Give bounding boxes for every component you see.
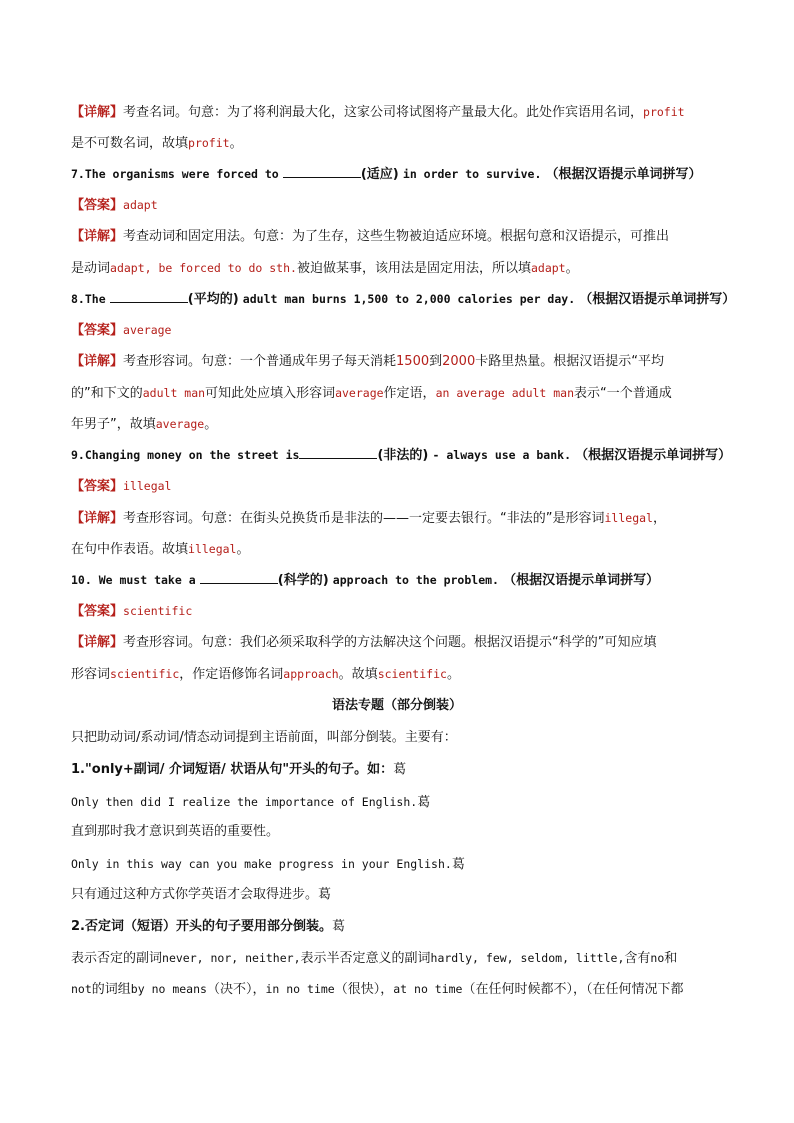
example-1-cn: 直到那时我才意识到英语的重要性。: [71, 824, 280, 839]
item9-detail-line2: [71, 539, 734, 560]
question-text: 8.The: [71, 292, 106, 306]
question-text: 9.Changing money on the street is: [71, 448, 300, 462]
punct: 。: [446, 667, 460, 682]
keyword: in no time: [265, 982, 335, 996]
detail-text: 考查形容词。句意：我们必须采取科学的方法解决这个问题。根据汉语提示“科学的”可知应填: [123, 635, 657, 650]
grammar-point-2-line2: [71, 979, 734, 1000]
answer-word: profit: [643, 105, 685, 119]
answer-word: illegal: [188, 542, 237, 556]
explanation: 和: [664, 951, 678, 966]
keyword: by no means: [130, 982, 207, 996]
answer-word: scientific: [110, 667, 180, 681]
item8-detail-line1: [71, 352, 734, 372]
keyword: at no time: [393, 982, 463, 996]
item7-detail-line2: [71, 258, 734, 279]
detail-text: 考查形容词。句意：一个普通成年男子每天消耗: [123, 354, 397, 369]
example-1-en: [71, 792, 734, 813]
stray-mark: 葛: [331, 919, 345, 934]
detail-text: 考查形容词。句意：在街头兑换货币是非法的——一定要去银行。“非法的”是形容词: [123, 511, 605, 526]
answer-word: an average adult man: [435, 386, 575, 400]
answer-blank: [299, 446, 377, 459]
detail-text: 考查动词和固定用法。句意：为了生存，这些生物被迫适应环境。根据句意和汉语提示，可推出: [123, 229, 670, 244]
answer-word: illegal: [604, 511, 653, 525]
explanation: （决不），: [206, 982, 266, 997]
explanation: 的词组: [91, 982, 131, 997]
point-heading: 2.否定词（短语）开头的句子要用部分倒装。: [71, 919, 332, 934]
answer-word: illegal: [123, 479, 172, 493]
detail-text: 形容词: [71, 667, 111, 682]
task-instruction: （根据汉语提示单词拼写）: [503, 573, 660, 588]
detail-tag: 【详解】: [71, 511, 124, 526]
punct: 。: [204, 417, 218, 432]
explanation: 表示否定的副词: [71, 951, 163, 966]
detail-text: 表示“一个普通成: [574, 386, 672, 401]
stray-mark: 葛: [318, 887, 332, 902]
answer-word: average: [123, 323, 172, 337]
answer-word: adapt, be forced to do sth.: [110, 261, 297, 275]
detail-text: ，作定语修饰名词: [179, 667, 284, 682]
example-sentence: Only then did I realize the importance of English.: [71, 795, 418, 809]
detail-text: 年男子”，故填: [71, 417, 156, 432]
keyword: never, nor, neither,: [162, 951, 301, 965]
answer-tag: 【答案】: [71, 604, 124, 619]
question-text: adult man burns 1,500 to 2,000 calories per day.: [242, 292, 576, 306]
punct: 。: [236, 542, 250, 557]
item9-question: [71, 445, 734, 466]
punct: 。: [229, 136, 243, 151]
answer-word: adult man: [142, 386, 206, 400]
task-instruction: （根据汉语提示单词拼写）: [575, 448, 732, 463]
answer-word: scientific: [377, 667, 447, 681]
item10-detail-line1: [71, 633, 734, 653]
task-instruction: （根据汉语提示单词拼写）: [545, 167, 702, 182]
grammar-point-2: [71, 917, 734, 937]
punct: ，: [652, 511, 666, 526]
task-instruction: （根据汉语提示单词拼写）: [579, 292, 736, 307]
detail-text: 的”和下文的: [71, 386, 143, 401]
hint: (科学的): [277, 573, 329, 588]
number: 1500: [396, 354, 430, 369]
keyword: hardly, few, seldom, little,: [430, 951, 625, 965]
detail-text: 可知此处应填入形容词: [205, 386, 336, 401]
answer-word: adapt: [123, 198, 158, 212]
item8-answer: [71, 320, 734, 341]
item7-question: [71, 164, 734, 185]
answer-word: average: [155, 417, 205, 431]
item9-detail-line1: [71, 508, 734, 529]
answer-word: profit: [188, 136, 230, 150]
grammar-point-2-line1: [71, 948, 734, 969]
keyword: no: [650, 951, 665, 965]
example-2-en: [71, 854, 734, 875]
answer-tag: 【答案】: [71, 323, 124, 338]
punct: 。: [565, 261, 579, 276]
stray-mark: 葛: [451, 857, 465, 872]
answer-blank: [283, 165, 361, 178]
answer-tag: 【答案】: [71, 479, 124, 494]
explanation: （在任何时候都不），（在任何情况下都: [462, 982, 684, 997]
question-text: 7.The organisms were forced to: [71, 167, 279, 181]
example-translation: 只有通过这种方式你学英语才会取得进步。: [71, 887, 319, 902]
hint: (适应): [360, 167, 399, 182]
answer-blank: [200, 571, 278, 584]
detail-text: 。故填: [338, 667, 378, 682]
grammar-intro: 只把助动词/系动词/情态动词提到主语前面，叫部分倒装。主要有：: [71, 730, 457, 745]
detail-tag: 【详解】: [71, 354, 124, 369]
point-heading: 1."only+副词/ 介词短语/ 状语从句"开头的句子。如：: [71, 762, 394, 777]
detail-text: 是不可数名词，故填: [71, 136, 189, 151]
hint: (非法的): [377, 448, 429, 463]
item10-answer: [71, 601, 734, 622]
item8-detail-line2: [71, 383, 734, 404]
detail-text: 考查名词。句意：为了将利润最大化，这家公司将试图将产量最大化。此处作宾语用名词，: [123, 105, 644, 120]
question-text: in order to survive.: [402, 167, 542, 181]
item6-detail-line1: [71, 102, 734, 123]
item10-detail-line2: [71, 664, 734, 685]
item8-detail-line3: [71, 414, 734, 435]
keyword: not: [71, 982, 92, 996]
grammar-point-1: [71, 760, 734, 780]
question-text: 10. We must take a: [71, 573, 196, 587]
detail-tag: 【详解】: [71, 229, 124, 244]
detail-text: 被迫做某事，该用法是固定用法，所以填: [296, 261, 531, 276]
detail-tag: 【详解】: [71, 635, 124, 650]
item8-question: [71, 289, 734, 310]
example-2-cn: [71, 885, 734, 905]
example-sentence: Only in this way can you make progress in your English.: [71, 857, 452, 871]
item9-answer: [71, 476, 734, 497]
item7-answer: [71, 195, 734, 216]
explanation: （很快），: [334, 982, 394, 997]
answer-word: average: [335, 386, 384, 400]
answer-blank: [110, 290, 188, 303]
section-title: 语法专题（部分倒装）: [331, 698, 462, 713]
answer-tag: 【答案】: [71, 198, 124, 213]
detail-text: 在句中作表语。故填: [71, 542, 189, 557]
detail-text: 到: [429, 354, 443, 369]
detail-text: 卡路里热量。根据汉语提示“平均: [475, 354, 664, 369]
answer-word: adapt: [530, 261, 566, 275]
answer-word: approach: [283, 667, 339, 681]
detail-tag: 【详解】: [71, 105, 124, 120]
detail-text: 是动词: [71, 261, 111, 276]
explanation: 表示半否定意义的副词: [300, 951, 431, 966]
item7-detail-line1: [71, 227, 734, 247]
explanation: 含有: [624, 951, 651, 966]
question-text: approach to the problem.: [332, 573, 499, 587]
item6-detail-line2: [71, 133, 734, 154]
stray-mark: 葛: [417, 795, 431, 810]
stray-mark: 葛: [393, 762, 407, 777]
number: 2000: [442, 354, 476, 369]
hint: (平均的): [187, 292, 239, 307]
question-text: - always use a bank.: [432, 448, 571, 462]
item10-question: [71, 570, 734, 591]
detail-text: 作定语，: [383, 386, 436, 401]
answer-word: scientific: [123, 604, 193, 618]
